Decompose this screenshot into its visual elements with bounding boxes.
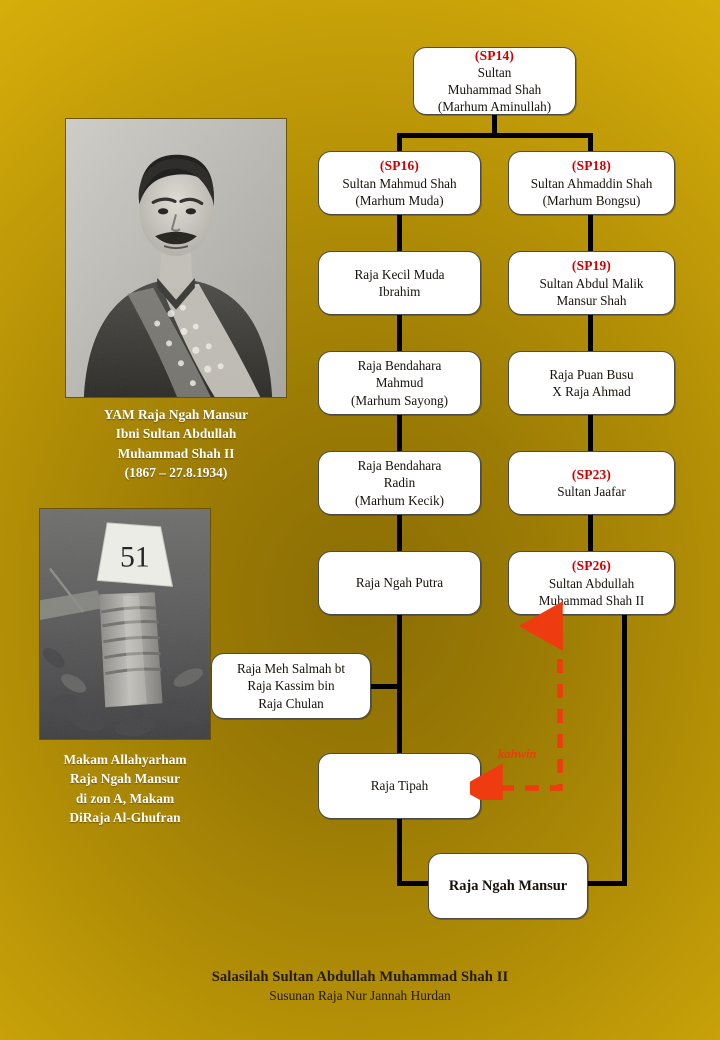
connector-left-2 [397, 314, 402, 352]
node-bendahara-mahmud-line2: Mahmud [375, 375, 424, 391]
connector-right-3 [588, 414, 593, 452]
node-raja-tipah[interactable] [318, 753, 481, 819]
node-bendahara-radin-line3: (Marhum Kecik) [355, 492, 444, 508]
connector-right-1 [588, 214, 593, 252]
node-bendahara-radin-line1: Raja Bendahara [357, 458, 442, 474]
gravestone-photo [39, 508, 211, 740]
node-sp14[interactable] [413, 47, 576, 115]
node-sp16-line1: Sultan Mahmud Shah [342, 175, 457, 191]
node-ngah-putra-line1: Raja Ngah Putra [355, 575, 444, 591]
node-sp23[interactable] [508, 451, 675, 515]
node-sp14-line2: Muhammad Shah [447, 82, 542, 98]
connector-left-3 [397, 414, 402, 452]
node-sp19-code: (SP19) [571, 258, 612, 274]
node-kecil-muda-line2: Ibrahim [378, 284, 421, 299]
footer-title: Salasilah Sultan Abdullah Muhammad Shah II [211, 969, 509, 985]
connector-drop-sp18 [588, 133, 593, 153]
node-bendahara-mahmud-line3: (Marhum Sayong) [350, 392, 449, 408]
node-meh-salmah-line3: Raja Chulan [258, 695, 324, 711]
portrait-caption-line1: YAM Raja Ngah Mansur [103, 407, 249, 422]
node-puan-busu-line1: Raja Puan Busu [549, 366, 634, 382]
portrait-caption [36, 405, 316, 483]
node-sp14-line3: (Marhum Aminullah) [437, 99, 552, 115]
node-raja-meh-salmah[interactable] [211, 653, 371, 719]
connector-bottom-left-bus [397, 881, 432, 886]
node-sp16-line2: (Marhum Muda) [355, 192, 444, 208]
gravestone-caption-line2: Raja Ngah Mansur [69, 771, 181, 787]
node-bendahara-mahmud-line1: Raja Bendahara [357, 358, 442, 374]
connector-bottom-right-bus [586, 881, 627, 886]
node-sp26-line2: Muhammad Shah II [538, 592, 645, 608]
node-sp26-code: (SP26) [571, 558, 612, 574]
node-raja-bendahara-mahmud[interactable] [318, 351, 481, 415]
connector-sp14-bus [397, 133, 593, 138]
node-sp18[interactable] [508, 151, 675, 215]
node-sp19-line2: Mansur Shah [556, 292, 627, 308]
node-sp14-line1: Sultan [477, 64, 512, 80]
portrait-caption-line4: (1867 – 27.8.1934) [124, 465, 228, 481]
connector-right-4 [588, 514, 593, 552]
node-kecil-muda-line1: Raja Kecil Muda [354, 266, 445, 282]
node-sp18-code: (SP18) [571, 158, 612, 174]
node-sp23-code: (SP23) [571, 466, 612, 482]
gravestone-caption-line1: Makam Allahyarham [63, 752, 187, 767]
chart-footer [0, 969, 720, 1004]
kahwin-label: kahwin [498, 747, 537, 761]
connector-left-4 [397, 514, 402, 552]
node-raja-ngah-putra[interactable] [318, 551, 481, 615]
node-meh-salmah-line2: Raja Kassim bin [247, 678, 335, 694]
connector-left-1 [397, 214, 402, 252]
node-sp16[interactable] [318, 151, 481, 215]
connector-right-2 [588, 314, 593, 352]
node-sp26-line1: Sultan Abdullah [548, 575, 635, 591]
node-sp14-code: (SP14) [474, 47, 515, 63]
node-sp19-line1: Sultan Abdul Malik [539, 275, 644, 291]
connector-sp26-down [622, 614, 627, 886]
portrait-caption-line3: Muhammad Shah II [117, 445, 235, 461]
node-puan-busu-line2: X Raja Ahmad [552, 384, 631, 399]
node-ngah-mansur-line1: Raja Ngah Mansur [448, 877, 568, 894]
node-sp18-line1: Sultan Ahmaddin Shah [530, 175, 653, 191]
node-raja-puan-busu[interactable] [508, 351, 675, 415]
footer-subtitle: Susunan Raja Nur Jannah Hurdan [269, 988, 451, 1003]
node-bendahara-radin-line2: Radin [383, 475, 416, 491]
node-sp23-line1: Sultan Jaafar [557, 484, 626, 500]
node-meh-salmah-line1: Raja Meh Salmah bt [236, 661, 346, 677]
node-sp18-line2: (Marhum Bongsu) [542, 192, 641, 208]
portrait-photo [65, 118, 287, 398]
gravestone-caption-line3: di zon A, Makam [75, 790, 175, 806]
node-sp16-code: (SP16) [379, 158, 420, 174]
connector-drop-sp16 [397, 133, 402, 153]
connector-tipah-down [397, 819, 402, 885]
node-raja-ngah-mansur[interactable] [428, 853, 588, 919]
gravestone-caption-line4: DiRaja Al-Ghufran [69, 810, 181, 826]
node-raja-bendahara-radin[interactable] [318, 451, 481, 515]
portrait-caption-line2: Ibni Sultan Abdullah [115, 426, 237, 442]
node-tipah-line1: Raja Tipah [370, 778, 429, 794]
kahwin-relation-arrow [470, 600, 600, 800]
node-sp19[interactable] [508, 251, 675, 315]
node-raja-kecil-muda-ibrahim[interactable] [318, 251, 481, 315]
gravestone-caption [12, 750, 238, 828]
